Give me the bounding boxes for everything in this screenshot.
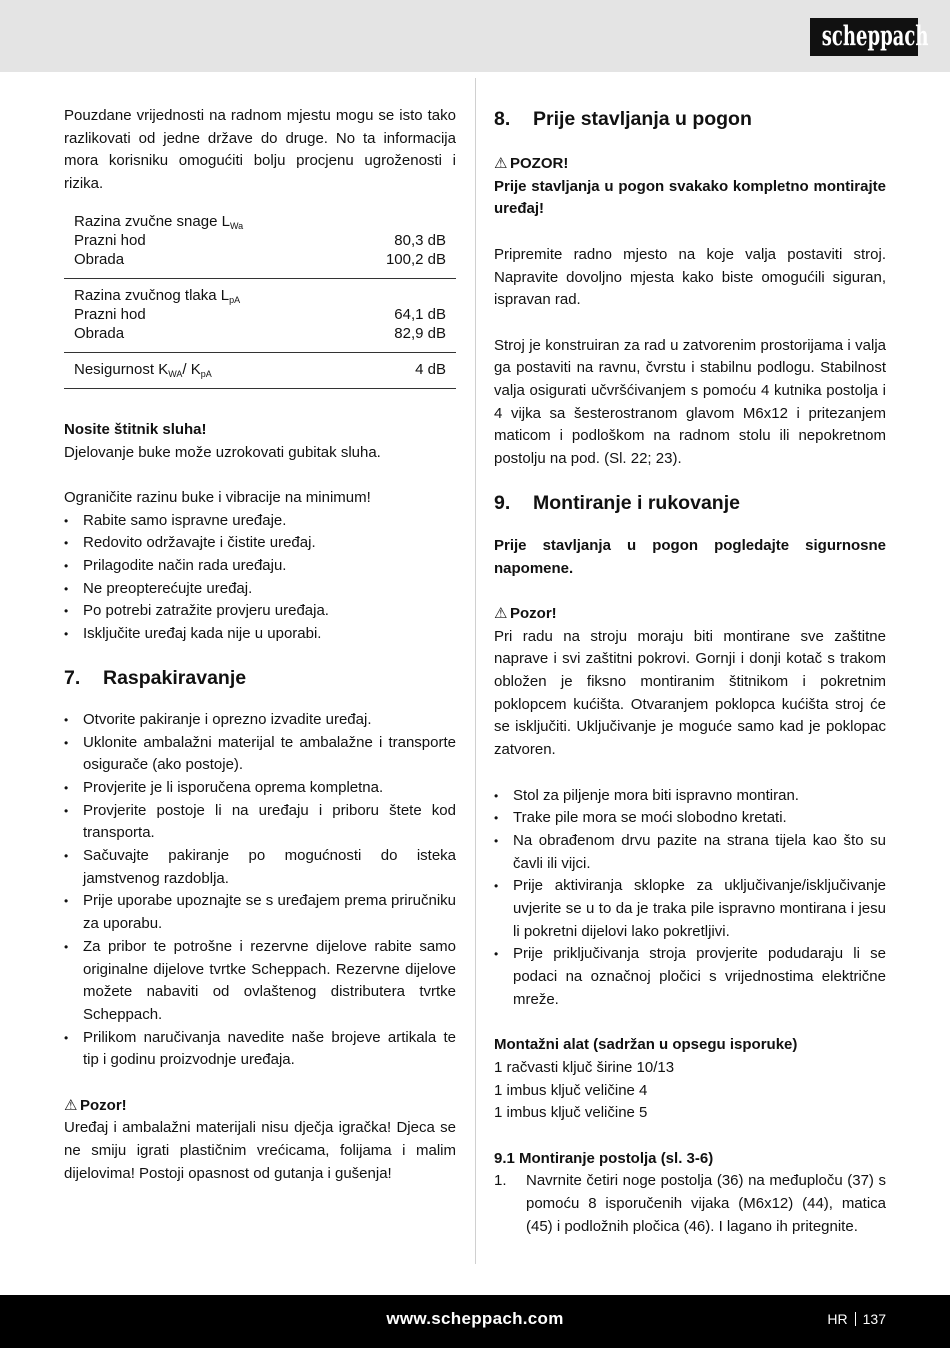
right-column (494, 105, 886, 1239)
workplace-paragraph: Pripremite radno mjesto na koje valja postaviti stroj. Napravite dovoljno mjesta kako biste omogućili siguran, ispravan rad. (494, 245, 886, 309)
list-item: • Sačuvajte pakiranje po mogućnosti do isteka jamstvenog razdoblja. (64, 845, 456, 890)
limit-text: Ograničite razinu buke i vibracije na minimum! (64, 488, 371, 506)
uncertainty-value: 4 dB (339, 352, 456, 388)
work-label: Obrada (64, 250, 339, 279)
warning-text: Prije stavljanja u pogon svakako kompletno montirajte uređaj! (494, 177, 886, 218)
intro-paragraph: Pouzdane vrijednosti na radnom mjestu mogu se isto tako razlikovati od jedne države do druge. No ta informacija mora korisniku omogućiti bolju procjenu ugroženosti i rizika. (64, 107, 456, 193)
list-item: • Prije uporabe upoznajte se s uređajem prema priručniku za uporabu. (64, 890, 456, 935)
warning-heading: ⚠ Pozor! (494, 603, 886, 626)
safety-note: Prije stavljanja u pogon pogledajte sigurnosne napomene. (494, 536, 886, 577)
page-number: HR 137 (827, 1311, 886, 1327)
list-item: • Isključite uređaj kada nije u uporabi. (64, 623, 456, 646)
sound-power-label: Razina zvučne snage $L_{Wa}$ (74, 212, 244, 231)
list-item: • Ne preopterećujte uređaj. (64, 578, 456, 601)
uncertainty-label: Nesigurnost $K_{WA}/$ $K_{pA}$ (64, 352, 339, 388)
pressure-idle-value: 64,1 dB (394, 305, 446, 323)
header-bar (0, 0, 950, 72)
sound-values-table (64, 212, 456, 389)
footer-bar (0, 1295, 950, 1348)
warning-text: Uređaj i ambalažni materijali nisu dječja igračka! Djeca se ne smiju igrati plastičnim vrećicama, folijama i malim dijelovima! Postoji opasnost od gutanja i gušenja! (64, 1119, 456, 1182)
work-label: Obrada (64, 324, 339, 353)
unpacking-bullet-list (64, 709, 456, 1072)
list-item: • Rabite samo ispravne uređaje. (64, 510, 456, 533)
hearing-text: Djelovanje buke može uzrokovati gubitak sluha. (64, 443, 381, 461)
tool-item: 1 račvasti ključ širine 10/13 (494, 1058, 675, 1076)
list-item: • Otvorite pakiranje i oprezno izvadite uređaj. (64, 709, 456, 732)
warning-triangle-icon: ⚠ (494, 155, 508, 172)
warning-heading: ⚠ Pozor! (64, 1095, 456, 1118)
pressure-work-value: 82,9 dB (339, 324, 456, 353)
warning-heading: ⚠ POZOR! (494, 153, 886, 176)
warning-text: Pri radu na stroju moraju biti montirane sve zaštitne naprave i svi zaštitni pokrovi. Gornji i donji kotač s trakom obložen je fiksno montiranim štitnikom i pokretnim poklopcem kućišta. Otvaranjem poklopca kućišta stroj će se isključiti. Uključivanje je moguće samo kad je poklopac zatvoren. (494, 627, 886, 759)
website-url: www.scheppach.com (386, 1309, 564, 1328)
warning-triangle-icon: ⚠ (494, 604, 508, 622)
section-9-heading: 9. Montiranje i rukovanje (494, 491, 740, 514)
list-item: • Provjerite postoje li na uređaju i priboru štete kod transporta. (64, 800, 456, 845)
column-divider (475, 78, 476, 1264)
list-item: • Trake pile mora se moći slobodno kretati. (494, 807, 886, 830)
list-item: • Za pribor te potrošne i rezervne dijelove rabite samo originalne dijelove tvrtke Scheppach. Rezervne dijelove možete nabaviti od ovlaštenog distributera tvrtke Scheppach. (64, 936, 456, 1027)
tools-heading: Montažni alat (sadržan u opsegu isporuke) (494, 1036, 798, 1054)
warning-triangle-icon: ⚠ (64, 1096, 78, 1114)
step-item: 1. Navrnite četiri noge postolja (36) na međuploču (37) s pomoću 8 isporučenih vijaka (M6x12) (44), matica (45) i podložnih pločica (46). I lagano ih pritegnite. (494, 1172, 886, 1235)
scheppach-logo: scheppach (810, 18, 918, 56)
idle-label: Prazni hod (74, 305, 146, 323)
list-item: • Po potrebi zatražite provjeru uređaja. (64, 600, 456, 623)
list-item: • Stol za piljenje mora biti ispravno montiran. (494, 785, 886, 808)
tool-item: 1 imbus ključ veličine 4 (494, 1081, 648, 1099)
list-item: • Prilagodite način rada uređaju. (64, 555, 456, 578)
power-idle-value: 80,3 dB (394, 231, 446, 249)
idle-label: Prazni hod (74, 231, 146, 249)
list-item: • Prilikom naručivanja navedite naše brojeve artikala te tip i godinu proizvodnje uređaja. (64, 1027, 456, 1072)
section-7-heading: 7. Raspakiravanje (64, 666, 247, 689)
stability-paragraph: Stroj je konstruiran za rad u zatvorenim prostorijama i valja ga postaviti na ravnu, čvrstu i stabilnu podlogu. Stabilnost valja osigurati učvršćivanjem s pomoću 4 kutnika postolja i 4 vijka sa šesterostranom glavom M6x12 i pritezanjem maticom i podloškom na radnom stolu ili nepokretnom postolju na pod. (Sl. 22; 23). (494, 336, 886, 468)
tool-item: 1 imbus ključ veličine 5 (494, 1104, 648, 1122)
power-work-value: 100,2 dB (339, 250, 456, 279)
left-column (64, 105, 456, 1186)
list-item: • Prije aktiviranja sklopke za uključivanje/isključivanje uvjerite se u to da je traka pile ispravno montirana i jesu li pokretni dijelovi lako pokretljivi. (494, 875, 886, 943)
list-item: • Na obrađenom drvu pazite na strana tijela kao što su čavli ili vijci. (494, 830, 886, 875)
list-item: • Uklonite ambalažni materijal te ambalažne i transporte osigurače (ako postoje). (64, 732, 456, 777)
list-item: • Redovito održavajte i čistite uređaj. (64, 532, 456, 555)
limit-bullet-list (64, 510, 456, 646)
assembly-steps (494, 1170, 886, 1238)
hearing-heading: Nosite štitnik sluha! (64, 420, 207, 438)
list-item: • Prije priključivanja stroja provjerite podudaraju li se podaci na označnoj pločici s vrijednostima električne mreže. (494, 943, 886, 1011)
sound-pressure-label: Razina zvučnog tlaka $L_{pA}$ (74, 286, 241, 305)
section-8-heading: 8. Prije stavljanja u pogon (494, 108, 752, 130)
operation-bullet-list (494, 785, 886, 1012)
subsection-9-1-heading: 9.1 Montiranje postolja (sl. 3-6) (494, 1149, 714, 1167)
list-item: • Provjerite je li isporučena oprema kompletna. (64, 777, 456, 800)
